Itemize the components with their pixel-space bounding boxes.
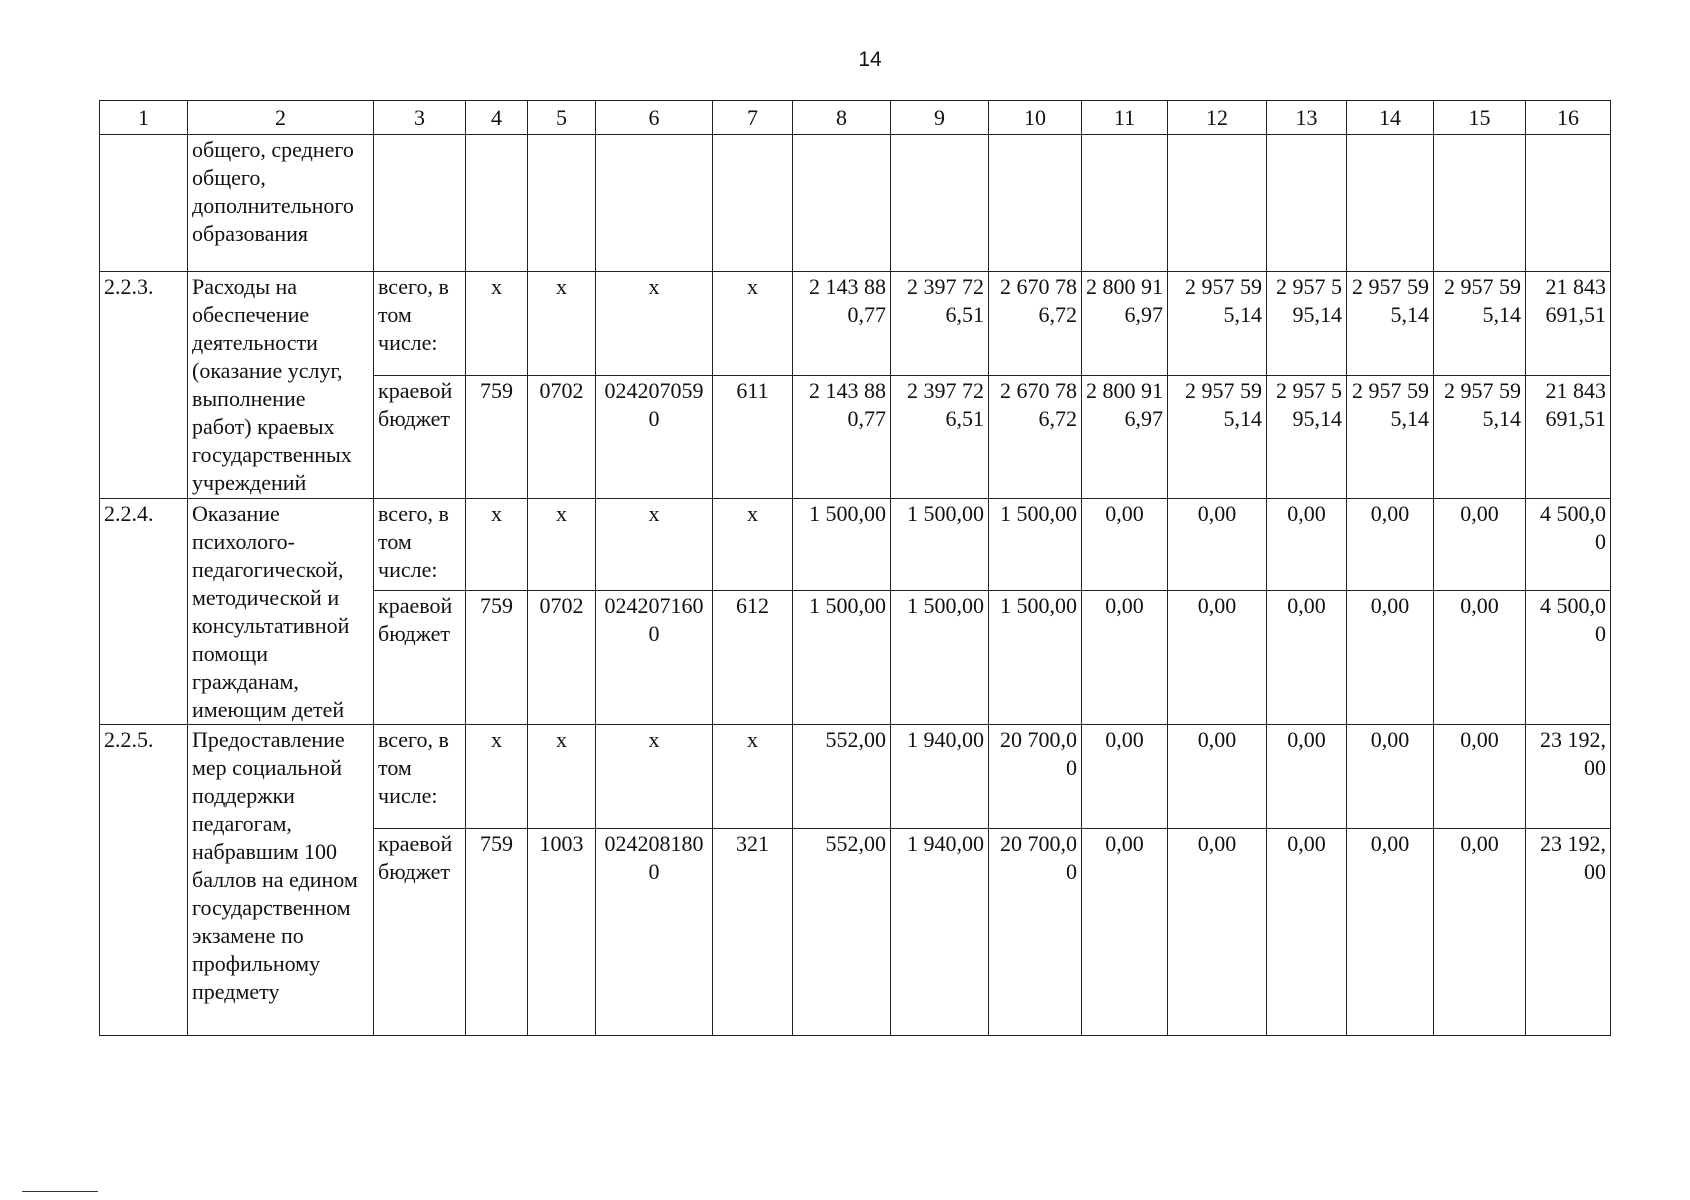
year-amount: 2 143 880,77 (793, 272, 891, 376)
cell-empty (1434, 135, 1526, 272)
grbs-code: х (466, 725, 528, 829)
rzpr-code: 0702 (528, 376, 596, 499)
year-amount: 2 670 786,72 (989, 272, 1082, 376)
column-header: 1 (100, 101, 188, 135)
cell-empty (989, 135, 1082, 272)
year-amount: 552,00 (793, 829, 891, 1036)
year-amount: 2 397 726,51 (891, 272, 989, 376)
year-amount: 0,00 (1267, 725, 1347, 829)
grbs-code: х (466, 499, 528, 591)
year-amount: 2 957 595,14 (1347, 272, 1434, 376)
column-header: 3 (374, 101, 466, 135)
column-header: 14 (1347, 101, 1434, 135)
csr-code: х (596, 272, 713, 376)
item-total-row (100, 272, 1611, 376)
vr-code: 612 (713, 591, 793, 725)
year-amount: 0,00 (1434, 499, 1526, 591)
rzpr-code: х (528, 272, 596, 376)
year-amount: 0,00 (1082, 725, 1168, 829)
item-number: 2.2.4. (100, 499, 188, 725)
cell-empty (713, 135, 793, 272)
funding-type: краевой бюджет (374, 376, 466, 499)
cell-empty (1526, 135, 1611, 272)
year-amount: 1 500,00 (989, 591, 1082, 725)
year-amount: 1 500,00 (793, 591, 891, 725)
year-amount: 0,00 (1082, 499, 1168, 591)
year-amount: 2 800 916,97 (1082, 376, 1168, 499)
column-header: 5 (528, 101, 596, 135)
year-amount: 0,00 (1347, 499, 1434, 591)
funding-type: всего, в том числе: (374, 725, 466, 829)
year-amount: 2 957 595,14 (1267, 272, 1347, 376)
item-number: 2.2.3. (100, 272, 188, 499)
cell-empty (891, 135, 989, 272)
year-amount: 1 500,00 (989, 499, 1082, 591)
cell-empty (793, 135, 891, 272)
column-header: 16 (1526, 101, 1611, 135)
csr-code: 0242071600 (596, 591, 713, 725)
item-name: Оказание психолого-педагогической, методической и консультативной помощи гражданам, имеющим детей (188, 499, 374, 725)
year-amount: 2 397 726,51 (891, 376, 989, 499)
budget-table (99, 100, 1611, 1036)
column-header: 9 (891, 101, 989, 135)
column-header: 8 (793, 101, 891, 135)
year-amount: 0,00 (1267, 591, 1347, 725)
year-amount: 1 940,00 (891, 725, 989, 829)
grbs-code: 759 (466, 829, 528, 1036)
csr-code: 0242081800 (596, 829, 713, 1036)
year-amount: 0,00 (1168, 499, 1267, 591)
year-amount: 2 957 595,14 (1347, 376, 1434, 499)
year-amount: 1 500,00 (891, 591, 989, 725)
grbs-code: 759 (466, 591, 528, 725)
cell-empty (528, 135, 596, 272)
year-amount: 0,00 (1267, 499, 1347, 591)
grbs-code: 759 (466, 376, 528, 499)
item-number: 2.2.5. (100, 725, 188, 1036)
column-header: 13 (1267, 101, 1347, 135)
csr-code: х (596, 725, 713, 829)
item-total-row (100, 499, 1611, 591)
year-amount: 0,00 (1082, 591, 1168, 725)
year-amount: 2 957 595,14 (1434, 272, 1526, 376)
cell-empty (374, 135, 466, 272)
vr-code: 321 (713, 829, 793, 1036)
item-total-row (100, 725, 1611, 829)
year-amount: 1 500,00 (891, 499, 989, 591)
year-amount: 0,00 (1168, 725, 1267, 829)
year-amount: 2 800 916,97 (1082, 272, 1168, 376)
csr-code: 0242070590 (596, 376, 713, 499)
funding-type: всего, в том числе: (374, 272, 466, 376)
cell-empty (1267, 135, 1347, 272)
year-amount: 21 843 691,51 (1526, 376, 1611, 499)
page-number: 14 (858, 48, 882, 71)
column-number-header-row (100, 101, 1611, 135)
vr-code: х (713, 499, 793, 591)
year-amount: 0,00 (1082, 829, 1168, 1036)
column-header: 11 (1082, 101, 1168, 135)
column-header: 12 (1168, 101, 1267, 135)
year-amount: 0,00 (1434, 829, 1526, 1036)
vr-code: 611 (713, 376, 793, 499)
year-amount: 4 500,00 (1526, 499, 1611, 591)
vr-code: х (713, 272, 793, 376)
year-amount: 2 143 880,77 (793, 376, 891, 499)
year-amount: 0,00 (1434, 591, 1526, 725)
year-amount: 23 192,00 (1526, 725, 1611, 829)
item-name: Предоставление мер социальной поддержки педагогам, набравшим 100 баллов на едином государственном экзамене по профильному предмету (188, 725, 374, 1036)
year-amount: 0,00 (1168, 829, 1267, 1036)
year-amount: 0,00 (1347, 829, 1434, 1036)
year-amount: 2 957 595,14 (1168, 272, 1267, 376)
column-header: 4 (466, 101, 528, 135)
cell-empty (466, 135, 528, 272)
year-amount: 1 500,00 (793, 499, 891, 591)
rzpr-code: х (528, 499, 596, 591)
year-amount: 23 192,00 (1526, 829, 1611, 1036)
year-amount: 0,00 (1347, 591, 1434, 725)
rzpr-code: х (528, 725, 596, 829)
year-amount: 0,00 (1267, 829, 1347, 1036)
year-amount: 2 957 595,14 (1434, 376, 1526, 499)
column-header: 2 (188, 101, 374, 135)
csr-code: х (596, 499, 713, 591)
column-header: 6 (596, 101, 713, 135)
cell-empty (1082, 135, 1168, 272)
cell-empty (1347, 135, 1434, 272)
cell-empty (100, 135, 188, 272)
continuation-row (100, 135, 1611, 272)
year-amount: 2 957 595,14 (1168, 376, 1267, 499)
continuation-name-cell: общего, среднего общего, дополнительного образования (188, 135, 374, 272)
column-header: 7 (713, 101, 793, 135)
year-amount: 21 843 691,51 (1526, 272, 1611, 376)
rzpr-code: 0702 (528, 591, 596, 725)
year-amount: 0,00 (1347, 725, 1434, 829)
funding-type: краевой бюджет (374, 829, 466, 1036)
funding-type: всего, в том числе: (374, 499, 466, 591)
year-amount: 0,00 (1434, 725, 1526, 829)
rzpr-code: 1003 (528, 829, 596, 1036)
funding-type: краевой бюджет (374, 591, 466, 725)
year-amount: 552,00 (793, 725, 891, 829)
cell-empty (1168, 135, 1267, 272)
vr-code: х (713, 725, 793, 829)
grbs-code: х (466, 272, 528, 376)
year-amount: 4 500,00 (1526, 591, 1611, 725)
column-header: 10 (989, 101, 1082, 135)
year-amount: 2 670 786,72 (989, 376, 1082, 499)
year-amount: 20 700,00 (989, 829, 1082, 1036)
year-amount: 1 940,00 (891, 829, 989, 1036)
column-header: 15 (1434, 101, 1526, 135)
footnote-rule (22, 1191, 98, 1192)
item-name: Расходы на обеспечение деятельности (оказание услуг, выполнение работ) краевых государственных учреждений (188, 272, 374, 499)
year-amount: 20 700,00 (989, 725, 1082, 829)
cell-empty (596, 135, 713, 272)
year-amount: 2 957 595,14 (1267, 376, 1347, 499)
year-amount: 0,00 (1168, 591, 1267, 725)
